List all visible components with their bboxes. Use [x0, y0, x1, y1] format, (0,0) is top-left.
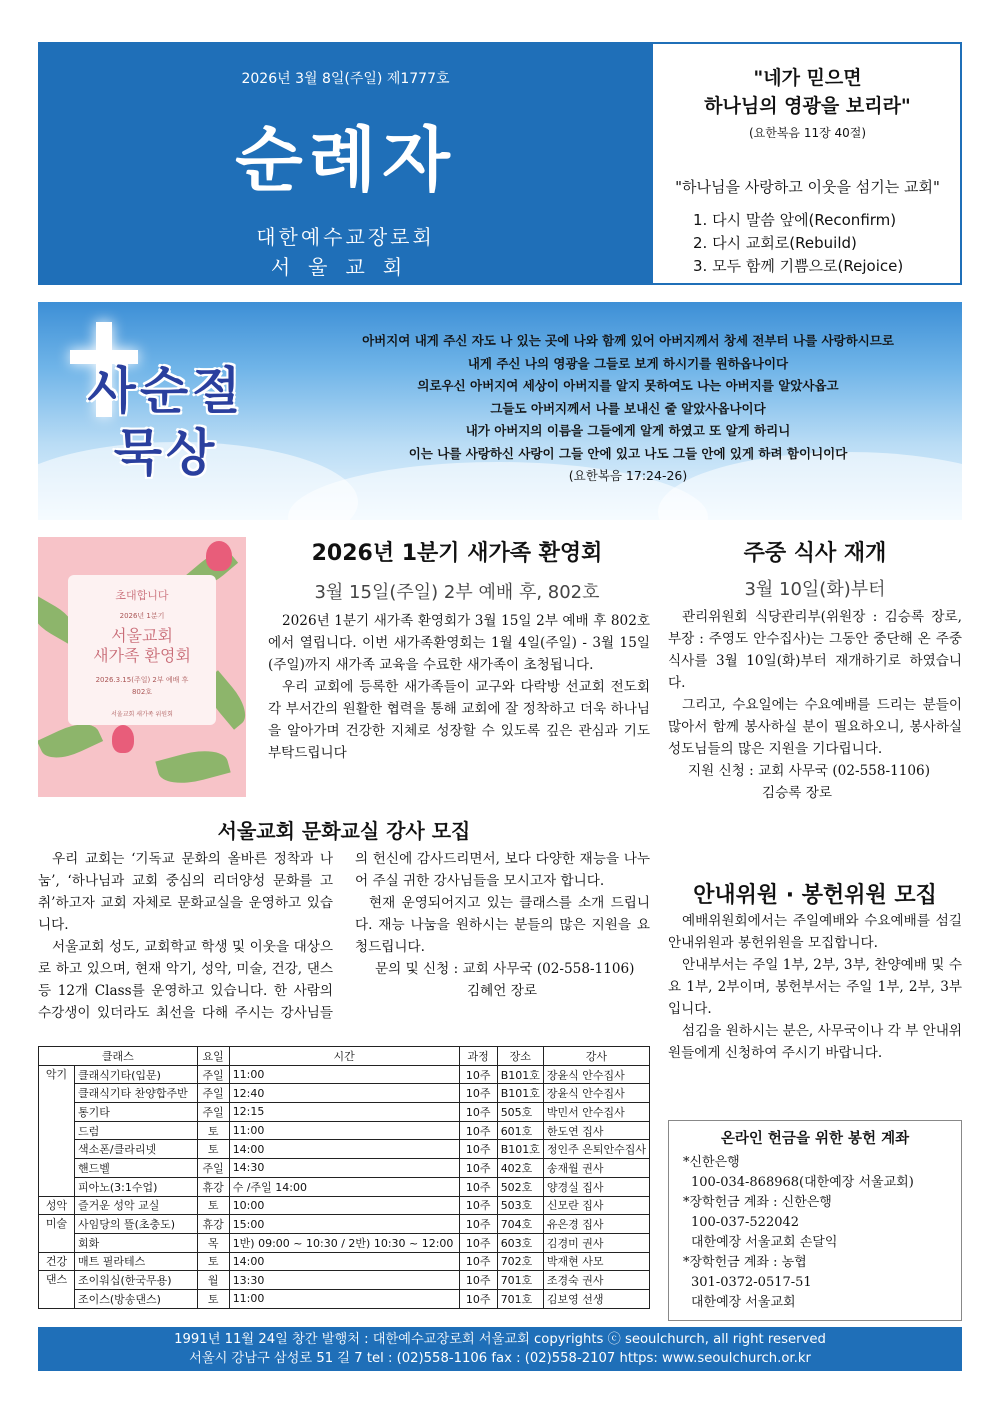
- class-room: 701호: [497, 1271, 543, 1290]
- class-day: 토: [197, 1196, 229, 1215]
- table-header-row: [39, 1047, 650, 1066]
- column-header: 과정: [459, 1047, 497, 1066]
- class-category: 건강: [39, 1252, 75, 1271]
- footer-contact: 서울시 강남구 삼성로 51 길 7 tel : (02)558-1106 fax : (02)558-2107 https: www.seoulchurch.or.kr: [189, 1351, 811, 1366]
- class-day: 주일: [197, 1103, 229, 1122]
- class-course: 10주: [459, 1177, 497, 1196]
- class-time: 10:00: [229, 1196, 459, 1215]
- scripture-line: 이는 나를 사랑하신 사랑이 그들 안에 있고 나도 그들 안에 있게 하려 함이니이다: [408, 445, 848, 461]
- table-row: [39, 1271, 650, 1290]
- theme-verse-line2: 하나님의 영광을 보리라": [704, 95, 911, 117]
- scripture-line: 아버지여 내게 주신 자도 나 있는 곳에 나와 함께 있어 아버지께서 창세 전부터 나를 사랑하시므로: [362, 333, 894, 348]
- class-room: 701호: [497, 1289, 543, 1308]
- table-row: [39, 1177, 650, 1196]
- class-teacher: 박재현 사모: [543, 1252, 649, 1271]
- footer: [38, 1327, 962, 1371]
- table-row: [39, 1121, 650, 1140]
- class-name: 피아노(3:1수업): [75, 1177, 198, 1196]
- lent-meditation-banner: [38, 302, 962, 520]
- flyer-event: 새가족 환영회: [93, 646, 191, 665]
- class-time: 11:00: [229, 1121, 459, 1140]
- theme-verse: [653, 64, 962, 120]
- meditation-scripture: [308, 330, 948, 488]
- column-header: 요일: [197, 1047, 229, 1066]
- class-day: 휴강: [197, 1177, 229, 1196]
- tulip-decoration: [112, 725, 134, 753]
- class-time: 11:00: [229, 1289, 459, 1308]
- class-course: 10주: [459, 1271, 497, 1290]
- donation-line: 100-034-868968(대한예장 서울교회): [691, 1175, 914, 1190]
- class-course: 10주: [459, 1159, 497, 1178]
- new-family-flyer-image: [38, 537, 246, 797]
- class-teacher: 장윤식 안수집사: [543, 1065, 649, 1084]
- class-course: 10주: [459, 1233, 497, 1252]
- culture-paragraph: 서울교회 성도, 교회학교 학생 및 이웃을 대상으로 하고 있으며, 현재 악기, 성악, 미술, 건강, 댄스 등 12개 Class를 운영하고 있습니다. 한 사람의 수강생이 있더라도 최선을 다해 주시는 강사님들의 헌신에 감사드리면서, 보다 다양한 재능을 나누어 주실 귀한 강사님들을 모시고자 합니다.: [38, 851, 650, 1021]
- footer-publisher: 1991년 11월 24일 창간 발행처 : 대한예수교장로회 서울교회 copyrights ⓒ seoulchurch, all right reserved: [174, 1332, 826, 1347]
- masthead: [38, 42, 962, 285]
- class-course: 10주: [459, 1196, 497, 1215]
- meal-subhead: 3월 10일(화)부터: [744, 579, 886, 600]
- class-name: 드럼: [75, 1121, 198, 1140]
- class-time: 14:00: [229, 1140, 459, 1159]
- welcome-subhead: 3월 15일(주일) 2부 예배 후, 802호: [314, 582, 600, 603]
- donation-line: 301-0372-0517-51: [691, 1275, 812, 1290]
- donation-account-box: [668, 1120, 962, 1321]
- flyer-card: [68, 575, 216, 725]
- class-room: 503호: [497, 1196, 543, 1215]
- class-time: 수 /주일 14:00: [229, 1177, 459, 1196]
- flyer-church: 서울교회: [111, 626, 173, 645]
- class-day: 토: [197, 1252, 229, 1271]
- denomination-name: 대한예수교장로회: [256, 225, 435, 249]
- meal-paragraph: 관리위원회 식당관리부(위원장 : 김승록 장로, 부장 : 주영도 안수집사)는 그동안 중단해 온 주중 식사를 3월 10일(화)부터 재개하기로 하였습니다.: [668, 609, 962, 691]
- class-room: 603호: [497, 1233, 543, 1252]
- meal-contact: 김승록 장로: [762, 785, 832, 801]
- goal-item: 3. 모두 함께 기쁨으로(Rejoice): [693, 257, 904, 275]
- column-header: 클래스: [39, 1047, 198, 1066]
- flyer-host: 서울교회 새가족 위원회: [111, 711, 173, 718]
- column-header: 시간: [229, 1047, 459, 1066]
- tulip-decoration: [206, 541, 232, 571]
- table-row: [39, 1289, 650, 1308]
- welcome-body: [268, 610, 650, 764]
- goal-item: 1. 다시 말씀 앞에(Reconfirm): [693, 211, 897, 229]
- table-row: [39, 1196, 650, 1215]
- table-row: [39, 1084, 650, 1103]
- scripture-line: 그들도 아버지께서 나를 보내신 줄 알았사옵나이다: [490, 400, 766, 416]
- class-teacher: 김경미 권사: [543, 1233, 649, 1252]
- class-room: B101호: [497, 1140, 543, 1159]
- newsletter-title: 순례자: [235, 119, 456, 201]
- class-name: 클래식기타(입문): [75, 1065, 198, 1084]
- welcome-paragraph: 우리 교회에 등록한 새가족들이 교구와 다락방 선교회 전도회 각 부서간의 원활한 협력을 통해 교회에 잘 정착하고 더욱 하나님을 알아가며 건강한 지체로 성장할 수 있도록 깊은 관심과 기도 부탁드립니다: [268, 679, 650, 761]
- class-name: 핸드벨: [75, 1159, 198, 1178]
- culture-paragraph: 현재 운영되어지고 있는 클래스를 소개 드립니다. 재능 나눔을 원하시는 분들의 많은 지원을 요청드립니다.: [355, 895, 650, 955]
- class-day: 주일: [197, 1159, 229, 1178]
- class-room: 704호: [497, 1215, 543, 1234]
- class-room: 505호: [497, 1103, 543, 1122]
- class-course: 10주: [459, 1140, 497, 1159]
- table-row: [39, 1159, 650, 1178]
- class-teacher: 신모란 집사: [543, 1196, 649, 1215]
- donation-line: 대한예장 서울교회: [691, 1295, 796, 1310]
- class-day: 목: [197, 1233, 229, 1252]
- class-teacher: 조경숙 권사: [543, 1271, 649, 1290]
- class-course: 10주: [459, 1103, 497, 1122]
- class-room: B101호: [497, 1084, 543, 1103]
- usher-paragraph: 예배위원회에서는 주일예배와 수요예배를 섬길 안내위원과 봉헌위원을 모집합니다.: [668, 913, 962, 951]
- church-motto: "하나님을 사랑하고 이웃을 섬기는 교회": [675, 178, 940, 196]
- meal-headline: 주중 식사 재개: [743, 541, 887, 566]
- scripture-reference: (요한복음 17:24-26): [568, 468, 688, 483]
- class-teacher: 한도연 집사: [543, 1121, 649, 1140]
- class-teacher: 양경실 집사: [543, 1177, 649, 1196]
- class-course: 10주: [459, 1065, 497, 1084]
- flyer-room: 802호: [131, 688, 153, 696]
- class-course: 10주: [459, 1289, 497, 1308]
- usher-body: [668, 910, 962, 1064]
- class-room: B101호: [497, 1065, 543, 1084]
- class-course: 10주: [459, 1084, 497, 1103]
- table-row: [39, 1252, 650, 1271]
- class-course: 10주: [459, 1252, 497, 1271]
- flyer-invite: 초대합니다: [115, 589, 169, 602]
- donation-title: 온라인 헌금을 위한 봉헌 계좌: [720, 1131, 910, 1147]
- class-name: 사임당의 뜰(초충도): [75, 1215, 198, 1234]
- class-name: 매트 필라테스: [75, 1252, 198, 1271]
- masthead-title-panel: [40, 44, 651, 283]
- class-name: 즐거운 성악 교실: [75, 1196, 198, 1215]
- class-day: 주일: [197, 1065, 229, 1084]
- class-time: 12:15: [229, 1103, 459, 1122]
- class-day: 주일: [197, 1084, 229, 1103]
- donation-line: *장학헌금 계좌 : 농협: [683, 1255, 807, 1270]
- table-row: [39, 1065, 650, 1084]
- meal-body: [668, 606, 962, 804]
- church-goals-list: [693, 209, 903, 278]
- class-room: 502호: [497, 1177, 543, 1196]
- culture-apply: 문의 및 신청 : 교회 사무국 (02-558-1106): [375, 961, 635, 977]
- column-header: 강사: [543, 1047, 649, 1066]
- scripture-line: 의로우신 아버지여 세상이 아버지를 알지 못하여도 나는 아버지를 알았사옵고: [417, 378, 839, 393]
- table-row: [39, 1233, 650, 1252]
- class-day: 토: [197, 1121, 229, 1140]
- class-name: 클래식기타 찬양합주반: [75, 1084, 198, 1103]
- class-room: 702호: [497, 1252, 543, 1271]
- class-category: 성악: [39, 1196, 75, 1215]
- class-day: 휴강: [197, 1215, 229, 1234]
- scripture-line: 내게 주신 나의 영광을 그들로 보게 하시기를 원하옵나이다: [467, 355, 789, 371]
- theme-verse-reference: (요한복음 11장 40절): [748, 126, 867, 140]
- donation-line: *장학헌금 계좌 : 신한은행: [683, 1195, 832, 1210]
- class-time: 14:30: [229, 1159, 459, 1178]
- church-name: 서울교회: [270, 255, 421, 279]
- lent-meditation-title: [76, 360, 256, 484]
- donation-line: 대한예장 서울교회 손달익: [691, 1235, 838, 1250]
- masthead-verse-panel: [651, 44, 960, 283]
- class-category: 악기: [39, 1065, 75, 1196]
- flyer-quarter: 2026년 1분기: [119, 612, 165, 620]
- lent-title-line1: 사순절: [87, 362, 245, 420]
- welcome-paragraph: 2026년 1분기 새가족 환영회가 3월 15일 2부 예배 후 802호에서 열립니다. 이번 새가족환영회는 1월 4일(주일) - 3월 15일(주일)까지 새가족 교육을 수료한 새가족이 초청됩니다.: [268, 613, 650, 673]
- class-schedule-table: [38, 1046, 650, 1309]
- class-day: 토: [197, 1140, 229, 1159]
- table-row: [39, 1103, 650, 1122]
- donation-line: 100-037-522042: [691, 1215, 800, 1230]
- class-room: 402호: [497, 1159, 543, 1178]
- culture-body: [38, 848, 650, 1024]
- scripture-line: 내가 아버지의 이름을 그들에게 알게 하였고 또 알게 하리니: [465, 423, 791, 438]
- class-teacher: 정인주 은퇴안수집사: [543, 1140, 649, 1159]
- usher-headline: 안내위원 · 봉헌위원 모집: [693, 883, 937, 908]
- culture-headline: 서울교회 문화교실 강사 모집: [217, 819, 471, 843]
- flyer-when: 2026.3.15(주일) 2부 예배 후: [95, 676, 189, 684]
- class-time: 11:00: [229, 1065, 459, 1084]
- table-row: [39, 1215, 650, 1234]
- class-course: 10주: [459, 1215, 497, 1234]
- issue-date: 2026년 3월 8일(주일) 제1777호: [241, 71, 450, 87]
- class-time: 14:00: [229, 1252, 459, 1271]
- class-teacher: 박민서 안수집사: [543, 1103, 649, 1122]
- class-name: 통기타: [75, 1103, 198, 1122]
- class-name: 회화: [75, 1233, 198, 1252]
- class-course: 10주: [459, 1121, 497, 1140]
- usher-paragraph: 섬김을 원하시는 분은, 사무국이나 각 부 안내위원들에게 신청하여 주시기 바랍니다.: [668, 1023, 962, 1061]
- donation-line: *신한은행: [683, 1155, 740, 1170]
- class-name: 조이워십(한국무용): [75, 1271, 198, 1290]
- class-table-body: [39, 1065, 650, 1308]
- class-category: 댄스: [39, 1271, 75, 1308]
- leaf-decoration: [155, 743, 230, 790]
- lent-title-line2: 묵상: [113, 424, 219, 482]
- class-name: 색소폰/클라리넷: [75, 1140, 198, 1159]
- class-time: 1반) 09:00 ~ 10:30 / 2반) 10:30 ~ 12:00: [229, 1233, 459, 1252]
- donation-lines: [683, 1153, 914, 1313]
- class-teacher: 김보영 선생: [543, 1289, 649, 1308]
- usher-paragraph: 안내부서는 주일 1부, 2부, 3부, 찬양예배 및 수요 1부, 2부이며, 봉헌부서는 주일 1부, 2부, 3부입니다.: [668, 957, 962, 1017]
- column-header: 장소: [497, 1047, 543, 1066]
- meal-paragraph: 그리고, 수요일에는 수요예배를 드리는 분들이 많아서 함께 봉사하실 분이 필요하오니, 봉사하실 성도님들의 많은 지원을 기다립니다.: [668, 697, 962, 757]
- theme-verse-line1: "네가 믿으면: [753, 67, 862, 89]
- class-time: 13:30: [229, 1271, 459, 1290]
- class-category: 미술: [39, 1215, 75, 1252]
- class-time: 15:00: [229, 1215, 459, 1234]
- goal-item: 2. 다시 교회로(Rebuild): [693, 234, 857, 252]
- culture-paragraph: 우리 교회는 ‘기독교 문화의 올바른 정착과 나눔’, ‘하나님과 교회 중심의 리더양성 문화를 고취’하고자 교회 자체로 문화교실을 운영하고 있습니다.: [38, 851, 333, 933]
- class-teacher: 송재월 권사: [543, 1159, 649, 1178]
- class-teacher: 유은경 집사: [543, 1215, 649, 1234]
- class-time: 12:40: [229, 1084, 459, 1103]
- class-day: 토: [197, 1289, 229, 1308]
- class-day: 월: [197, 1271, 229, 1290]
- culture-contact: 김혜언 장로: [467, 983, 537, 999]
- meal-apply: 지원 신청 : 교회 사무국 (02-558-1106): [688, 763, 931, 779]
- class-name: 조이스(방송댄스): [75, 1289, 198, 1308]
- class-room: 601호: [497, 1121, 543, 1140]
- welcome-headline: 2026년 1분기 새가족 환영회: [311, 541, 603, 566]
- table-row: [39, 1140, 650, 1159]
- class-teacher: 장윤식 안수집사: [543, 1084, 649, 1103]
